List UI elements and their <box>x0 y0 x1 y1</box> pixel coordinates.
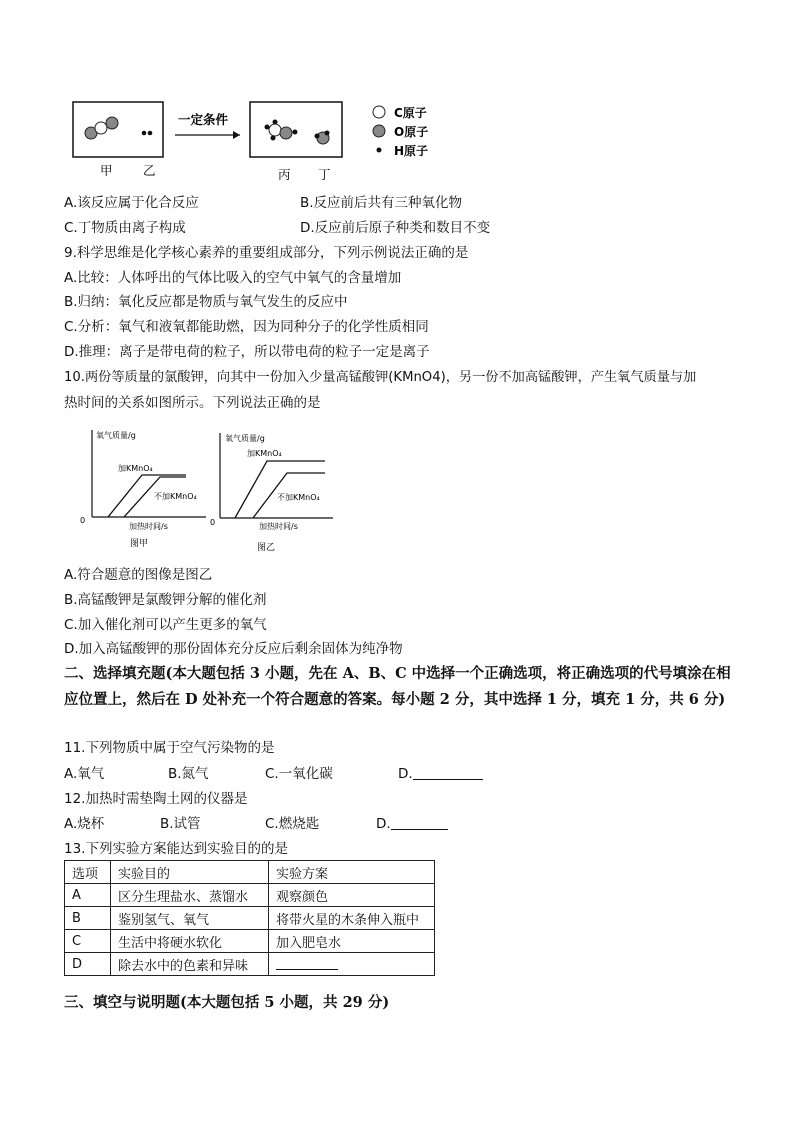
q11-option-d-label: D. <box>398 766 413 782</box>
q10-option-a: A.符合题意的图像是图乙 <box>64 567 213 583</box>
experiment-table <box>64 860 435 976</box>
o-atom <box>106 117 118 129</box>
x-axis-label: 加热时间/s <box>259 522 298 531</box>
q8-option-d: D.反应前后原子种类和数目不变 <box>300 220 491 236</box>
header-option: 选项 <box>65 861 111 884</box>
row-option: B <box>65 907 111 930</box>
q9-option-a: A.比较：人体呼出的气体比吸入的空气中氧气的含量增加 <box>64 270 402 286</box>
h-atom <box>265 125 270 130</box>
row-plan: 观察颜色 <box>269 884 435 907</box>
row-option: A <box>65 884 111 907</box>
table-row <box>65 930 435 953</box>
h-atom <box>271 136 276 141</box>
row-plan: 加入肥皂水 <box>269 930 435 953</box>
header-plan: 实验方案 <box>269 861 435 884</box>
row-option: C <box>65 930 111 953</box>
arrow-head <box>233 131 240 139</box>
q9-option-c: C.分析：氧气和液氧都能助燃，因为同种分子的化学性质相同 <box>64 319 429 335</box>
q10-option-c: C.加入催化剂可以产生更多的氧气 <box>64 617 267 633</box>
q8-option-b: B.反应前后共有三种氧化物 <box>300 195 463 211</box>
table-row <box>65 884 435 907</box>
graph-caption: 图乙 <box>257 543 276 553</box>
table-header-row <box>65 861 435 884</box>
q11-option-c: C.一氧化碳 <box>265 766 333 782</box>
graph-yi <box>205 428 345 563</box>
row-purpose: 鉴别氢气、氧气 <box>111 907 269 930</box>
c-atom <box>95 122 107 134</box>
legend-h-atom <box>377 148 382 153</box>
q9-option-b: B.归纳：氧化反应都是物质与氧气发生的反应中 <box>64 294 348 310</box>
q11-option-d <box>398 765 483 783</box>
curve-label-with: 加KMnO₄ <box>118 464 153 473</box>
q13-answer-blank[interactable] <box>276 956 338 970</box>
q12-option-c: C.燃烧匙 <box>265 816 320 832</box>
curve-label-without: 不加KMnO₄ <box>277 493 320 502</box>
q11-option-b: B.氮气 <box>168 766 209 782</box>
q10-stem-line2: 热时间的关系如图所示。下列说法正确的是 <box>64 395 321 411</box>
o-atom <box>280 127 292 139</box>
origin-label: 0 <box>80 516 86 525</box>
q12-option-d <box>376 815 448 833</box>
q10-option-d: D.加入高锰酸钾的那份固体充分反应后剩余固体为纯净物 <box>64 641 403 657</box>
curve-label-with: 加KMnO₄ <box>247 449 282 458</box>
q8-option-a: A.该反应属于化合反应 <box>64 195 199 211</box>
product-box <box>250 102 342 157</box>
q9-stem: 9.科学思维是化学核心素养的重要组成部分，下列示例说法正确的是 <box>64 245 469 261</box>
q10-stem-line1: 10.两份等质量的氯酸钾，向其中一份加入少量高锰酸钾(KMnO4)，另一份不加高锰酸钾，产生氧气质量与加 <box>64 370 697 385</box>
section3-heading: 三、填空与说明题(本大题包括 5 小题，共 29 分) <box>64 994 390 1011</box>
legend-o-atom <box>373 125 385 137</box>
label-bing: 丙 <box>278 167 291 182</box>
row-plan <box>269 953 435 976</box>
curve-label-without: 不加KMnO₄ <box>154 492 197 501</box>
q10-option-b: B.高锰酸钾是氯酸钾分解的催化剂 <box>64 592 267 608</box>
y-axis-label: 氧气质量/g <box>225 434 265 443</box>
q12-option-a: A.烧杯 <box>64 816 105 832</box>
row-purpose: 区分生理盐水、蒸馏水 <box>111 884 269 907</box>
legend-o-label: O原子 <box>394 125 429 139</box>
label-ding: 丁 <box>318 167 331 182</box>
arrow-label: 一定条件 <box>178 112 229 127</box>
legend-c-label: C原子 <box>394 106 427 120</box>
table-row <box>65 953 435 976</box>
row-purpose: 生活中将硬水软化 <box>111 930 269 953</box>
label-jia: 甲 <box>100 163 113 178</box>
graph-caption: 图甲 <box>130 539 149 549</box>
c-atom <box>269 124 281 136</box>
header-purpose: 实验目的 <box>111 861 269 884</box>
row-purpose: 除去水中的色素和异味 <box>111 953 269 976</box>
h-atom <box>315 134 320 139</box>
row-plan: 将带火星的木条伸入瓶中 <box>269 907 435 930</box>
graph-jia <box>74 425 214 560</box>
q12-stem: 12.加热时需垫陶土网的仪器是 <box>64 791 248 807</box>
h-atom <box>325 131 330 136</box>
q12-option-b: B.试管 <box>160 816 201 832</box>
legend-h-label: H原子 <box>394 144 429 158</box>
label-yi: 乙 <box>143 163 156 178</box>
reaction-diagram <box>60 95 460 190</box>
y-axis-label: 氧气质量/g <box>96 431 136 440</box>
legend-c-atom <box>373 106 385 118</box>
q13-stem: 13.下列实验方案能达到实验目的的是 <box>64 841 288 857</box>
curve-with-kmno4 <box>235 461 325 518</box>
q12-answer-blank[interactable] <box>391 816 448 830</box>
h-atom <box>142 131 147 136</box>
row-option: D <box>65 953 111 976</box>
q11-option-a: A.氧气 <box>64 766 105 782</box>
x-axis-label: 加热时间/s <box>129 522 168 531</box>
origin-label: 0 <box>210 518 216 527</box>
table-row <box>65 907 435 930</box>
h-atom <box>293 130 298 135</box>
q8-option-c: C.丁物质由离子构成 <box>64 220 186 236</box>
q12-option-d-label: D. <box>376 816 391 832</box>
q9-option-d: D.推理：离子是带电荷的粒子，所以带电荷的粒子一定是离子 <box>64 344 430 360</box>
h-atom <box>148 131 153 136</box>
h-atom <box>273 120 278 125</box>
q11-stem: 11.下列物质中属于空气污染物的是 <box>64 740 275 756</box>
q11-answer-blank[interactable] <box>413 766 483 780</box>
section2-heading: 二、选择填充题(本大题包括 3 小题，先在 A、B、C 中选择一个正确选项，将正确选项的代号填涂在相应位置上，然后在 D 处补充一个符合题意的答案。每小题 2 分，其中选择 1 分，填充 1 分，共 6 分) <box>64 665 731 708</box>
